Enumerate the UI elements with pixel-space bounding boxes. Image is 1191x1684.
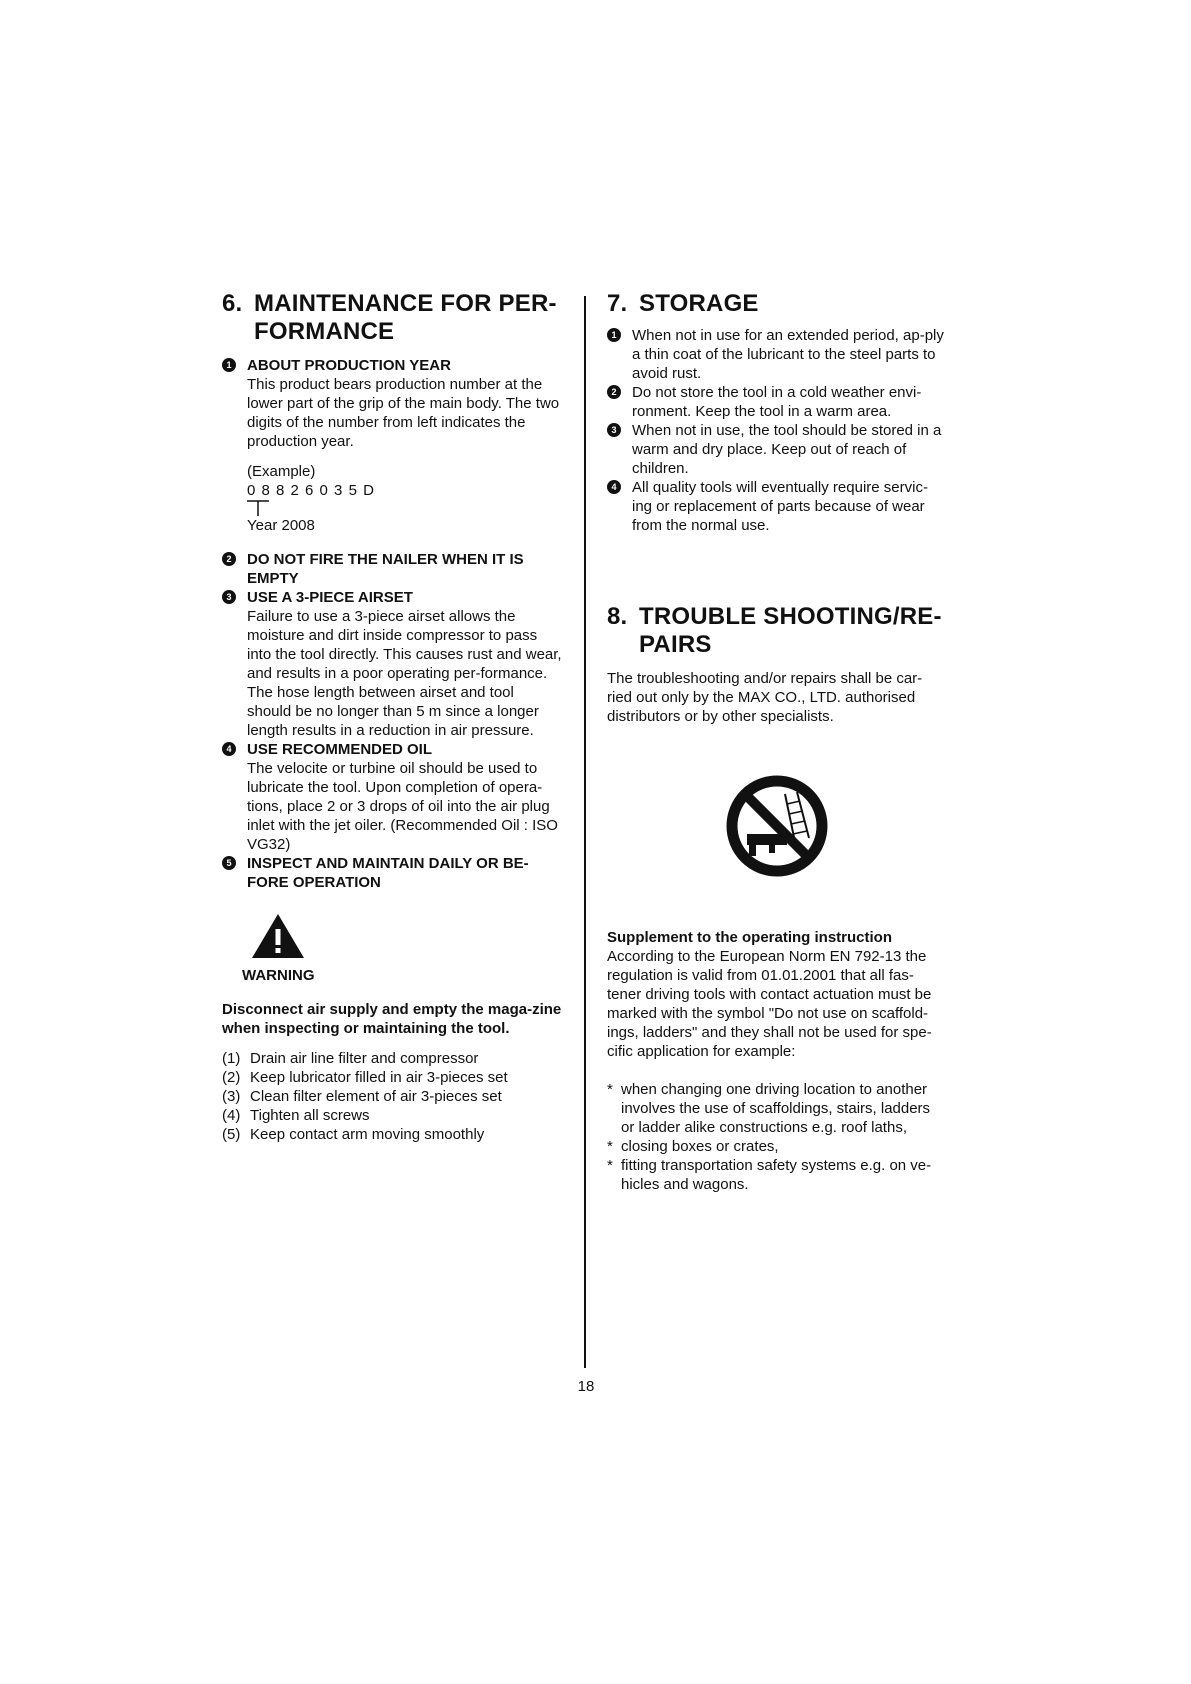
section6-item-4 [222,740,562,854]
page-number: 18 [577,1378,595,1395]
item-3-body: Failure to use a 3-piece airset allows the moisture and dirt inside compressor to pass into the tool directly. This causes rust and wear, and results in a poor operating per-formance. The hose length between airset and tool should be no longer than 5 m since a longer length results in a reduction in air pressure. [247,608,562,739]
bullet-3-icon: 3 [607,423,621,437]
section6-heading [222,290,562,346]
section7-title: STORAGE [639,290,759,317]
code-pointer-icon [247,500,271,516]
item-5-heading: INSPECT AND MAINTAIN DAILY OR BE-FORE OPERATION [247,855,529,891]
section6-item-1 [222,356,562,535]
item-1-heading: ABOUT PRODUCTION YEAR [247,357,451,374]
bullet-4-icon: 4 [607,480,621,494]
example-label: (Example) [247,463,316,480]
section8-heading [607,603,947,659]
bullet-3-icon: 3 [222,590,236,604]
section7-heading [607,290,947,318]
year-label: Year 2008 [247,517,315,534]
list-item: (4) Tighten all screws [222,1107,370,1124]
list-item: 2 Do not store the tool in a cold weather envi-ronment. Keep the tool in a warm area. [607,383,947,421]
section8-intro: The troubleshooting and/or repairs shall be car-ried out only by the MAX CO., LTD. authorised distributors or by other specialists. [607,670,923,725]
example-code: 0 8 8 2 6 0 3 5 D [247,482,375,499]
list-item: * fitting transportation safety systems e.g. on ve-hicles and wagons. [607,1157,932,1193]
supplement-body: According to the European Norm EN 792-13 the regulation is valid from 01.01.2001 that all fas-tener driving tools with contact actuation must be marked with the symbol "Do not use on scaffold-ings, ladders" and they shall not be used for spe-cific application for example: [607,948,932,1060]
left-column [222,290,562,1144]
no-scaffolding-icon [725,774,829,878]
storage-list [607,326,947,535]
list-item: (2) Keep lubricator filled in air 3-pieces set [222,1069,508,1086]
section6-item-2 [222,550,562,588]
list-item: (1) Drain air line filter and compressor [222,1050,479,1067]
list-item: 1 When not in use for an extended period, ap-ply a thin coat of the lubricant to the steel parts to avoid rust. [607,326,947,383]
bullet-4-icon: 4 [222,742,236,756]
list-item: 3 When not in use, the tool should be stored in a warm and dry place. Keep out of reach of children. [607,421,947,478]
list-item: (3) Clean filter element of air 3-pieces set [222,1088,502,1105]
supplement-heading: Supplement to the operating instruction [607,929,892,946]
bullet-1-icon: 1 [222,358,236,372]
list-item: * closing boxes or crates, [607,1138,779,1155]
warning-text: Disconnect air supply and empty the maga-zine when inspecting or maintaining the tool. [222,1001,562,1037]
bullet-1-icon: 1 [607,328,621,342]
maintenance-steps-list [222,1049,562,1144]
section6-number: 6. [222,290,243,317]
bullet-2-icon: 2 [607,385,621,399]
section6-item-3 [222,588,562,740]
section6-title: MAINTENANCE FOR PER-FORMANCE [254,290,557,345]
warning-triangle-icon [250,912,306,960]
section8-number: 8. [607,603,628,630]
list-item: 4 All quality tools will eventually require servic-ing or replacement of parts because of wear from the normal use. [607,478,947,535]
bullet-2-icon: 2 [222,552,236,566]
item-4-heading: USE RECOMMENDED OIL [247,741,433,758]
item-2-heading: DO NOT FIRE THE NAILER WHEN IT IS EMPTY [247,551,524,587]
section8-title: TROUBLE SHOOTING/RE-PAIRS [639,603,942,658]
section7-number: 7. [607,290,628,317]
column-divider [584,296,586,1368]
example-applications-list [607,1080,947,1194]
list-item: (5) Keep contact arm moving smoothly [222,1126,485,1143]
right-column [607,290,947,1194]
item-1-body: This product bears production number at the lower part of the grip of the main body. The two digits of the number from left indicates the production year. [247,376,560,450]
item-3-heading: USE A 3-PIECE AIRSET [247,589,413,606]
section6-item-5 [222,854,562,892]
warning-label: WARNING [242,967,315,984]
item-4-body: The velocite or turbine oil should be used to lubricate the tool. Upon completion of opera-tions, place 2 or 3 drops of oil into the air plug inlet with the jet oiler. (Recommended Oil : ISO VG32) [247,760,558,853]
bullet-5-icon: 5 [222,856,236,870]
list-item: * when changing one driving location to another involves the use of scaffoldings, stairs, ladders or ladder alike constructions e.g. roof laths, [607,1081,931,1136]
